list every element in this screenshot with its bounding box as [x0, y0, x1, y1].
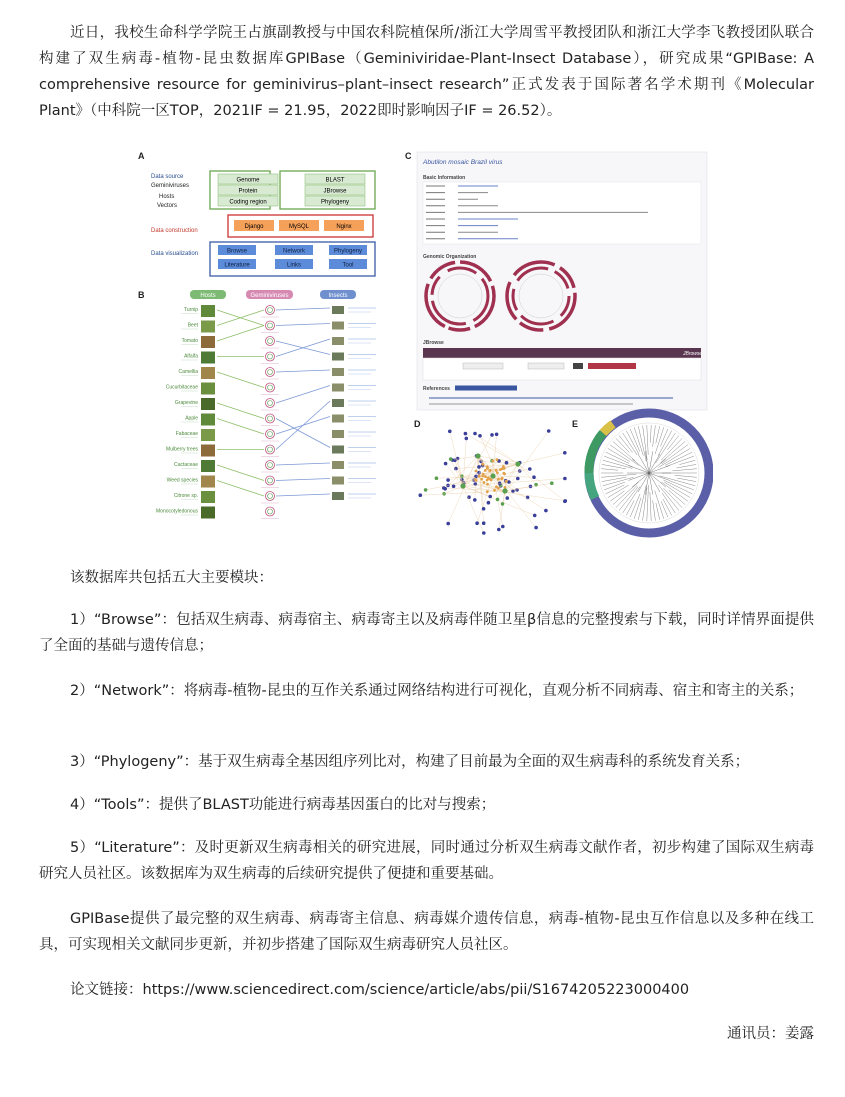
b-host-name: Cucurbitaceae	[165, 384, 198, 391]
b-row	[166, 445, 376, 457]
d-node-core	[492, 460, 495, 463]
d-node	[516, 477, 520, 481]
a-box-django: Django	[244, 223, 264, 230]
b-host-photo	[201, 305, 215, 317]
b-virus-icon	[266, 461, 275, 470]
d-node	[547, 429, 551, 433]
d-node-core	[475, 470, 478, 473]
a-datasource-right-boxes	[305, 174, 365, 206]
b-virus-icon	[266, 430, 275, 439]
b-host-name: Camellia	[178, 369, 198, 375]
d-hub	[502, 488, 507, 493]
a-visualization-boxes	[218, 245, 367, 269]
a-label-hosts: Hosts	[159, 194, 175, 200]
panel-a-label: A	[138, 151, 145, 161]
b-virus-icon	[266, 414, 275, 423]
d-node	[505, 461, 509, 465]
a-box-protein: Protein	[238, 188, 258, 195]
d-network-graph	[419, 429, 568, 535]
d-node-core	[486, 479, 489, 482]
d-node	[465, 437, 469, 441]
d-node-core	[489, 469, 492, 472]
b-host-name: Cactaceae	[174, 462, 198, 468]
b-insect-photo	[332, 384, 344, 392]
modules-intro: 该数据库共包括五大主要模块：	[70, 570, 273, 586]
b-host-photo	[201, 383, 215, 395]
c-jbrowse-locus	[528, 363, 564, 369]
b-host-photo	[201, 352, 215, 364]
b-insect-photo	[332, 306, 344, 314]
b-row	[181, 352, 376, 364]
b-host-photo	[201, 476, 215, 488]
a-box-mysql: MySQL	[288, 223, 310, 230]
panel-e-label: E	[572, 419, 579, 429]
a-datasource-left-boxes	[218, 174, 278, 206]
b-host-link	[217, 465, 264, 481]
b-insect-photo	[332, 399, 344, 407]
b-host-photo	[201, 429, 215, 441]
b-virus-icon	[266, 306, 275, 315]
a-box-phylogeny: Phylogeny	[320, 199, 350, 206]
b-virus-icon	[266, 383, 275, 392]
d-node	[496, 498, 500, 502]
b-host-photo	[201, 507, 215, 519]
b-virus-icon	[266, 507, 275, 516]
b-insect-link	[276, 386, 330, 404]
b-host-link	[217, 481, 264, 497]
b-host-photo	[201, 491, 215, 503]
b-insect-photo	[332, 492, 344, 500]
d-hub	[475, 453, 480, 458]
d-node-core	[474, 478, 477, 481]
module-tools: 4）“Tools”：提供了BLAST功能进行病毒基因蛋白的比对与搜索；	[70, 797, 496, 813]
d-node	[544, 509, 548, 513]
d-hub	[460, 483, 465, 488]
d-node-core	[501, 467, 504, 470]
d-node	[532, 475, 536, 479]
d-edge	[448, 456, 478, 524]
d-node	[424, 488, 428, 492]
a-label-geminiviruses: Geminiviruses	[151, 183, 190, 189]
c-section-basic: Basic Information	[423, 175, 466, 181]
d-node	[444, 462, 448, 466]
d-node-core	[496, 458, 499, 461]
d-edge	[420, 491, 505, 495]
b-insect-photo	[332, 337, 344, 345]
a-box-links: Links	[286, 262, 302, 269]
d-node-core	[501, 477, 504, 480]
d-node	[446, 522, 450, 526]
b-header-insects: Insects	[328, 293, 348, 299]
d-node	[533, 514, 537, 518]
a-box-literature: Literature	[224, 262, 250, 269]
b-insect-photo	[332, 415, 344, 423]
a-construction-boxes	[234, 220, 364, 231]
b-virus-icon	[266, 492, 275, 501]
b-host-link	[217, 419, 264, 435]
d-node-core	[483, 481, 486, 484]
d-node-core	[486, 483, 489, 486]
b-row	[181, 321, 376, 333]
b-insect-link	[276, 419, 330, 448]
c-jbrowse-brand: JBrowse	[683, 351, 703, 357]
d-node-core	[497, 487, 500, 490]
d-node	[475, 521, 479, 525]
d-node	[490, 433, 494, 437]
b-row	[156, 507, 279, 519]
d-node-core	[486, 490, 489, 493]
b-insect-link	[276, 494, 330, 496]
b-host-link	[217, 326, 264, 342]
b-host-name: Grapevine	[174, 400, 198, 406]
b-insect-photo	[332, 461, 344, 469]
b-insect-link	[276, 401, 330, 450]
a-label-visualization: Data visualization	[151, 251, 199, 257]
panel-b-label: B	[138, 290, 145, 300]
b-row	[181, 305, 376, 317]
d-edge	[518, 453, 565, 464]
c-ref-button	[455, 386, 517, 391]
d-node	[488, 495, 492, 499]
paper-link[interactable]: 论文链接：https://www.sciencedirect.com/science/article/abs/pii/S1674205223000400	[70, 982, 690, 998]
d-edge	[463, 486, 565, 501]
d-node	[467, 495, 471, 499]
b-host-name: Citrone sp.	[173, 493, 198, 499]
b-host-photo	[201, 321, 215, 333]
d-edge	[458, 459, 463, 487]
d-node	[482, 531, 486, 535]
c-jbrowse-bar	[423, 348, 701, 358]
b-row	[174, 460, 376, 472]
d-node	[563, 451, 567, 455]
d-node-core	[495, 469, 498, 472]
a-label-datasource: Data source	[151, 174, 184, 180]
c-section-jbrowse: JBrowse	[423, 340, 444, 346]
d-hub	[515, 461, 520, 466]
c-title: Abutilon mosaic Brazil virus	[423, 159, 503, 166]
module-phylogeny: 3）“Phylogeny”：基于双生病毒全基因组序列比对，构建了目前最为全面的双生病毒科的系统发育关系；	[70, 754, 750, 770]
a-box-phylogeny-vis: Phylogeny	[333, 248, 363, 255]
a-box-network: Network	[282, 248, 306, 255]
b-host-name: Monocotyledonous	[156, 508, 198, 515]
intro-paragraph: 近日，我校生命科学学院王占旗副教授与中国农科院植保所/浙江大学周雪平教授团队和浙江大学李飞教授团队联合构建了双生病毒-植物-昆虫数据库GPIBase（Geminiviridae-Plant-Insect Database），研究成果“GPIBase: A comprehensive resource for geminivirus–plant–insect research”正式发表于国际著名学术期刊《Molecular Plant》（中科院一区TOP，2021IF = 21.95，2022即时影响因子IF = 26.52）。	[39, 25, 814, 119]
b-virus-icon	[266, 476, 275, 485]
b-insect-link	[276, 463, 330, 465]
b-virus-icon	[266, 445, 275, 454]
b-host-photo	[201, 445, 215, 457]
d-node	[564, 499, 568, 503]
b-host-link	[217, 403, 264, 419]
d-node-core	[505, 480, 508, 483]
b-virus-icon	[266, 368, 275, 377]
b-virus-icon	[266, 399, 275, 408]
d-node-core	[481, 463, 484, 466]
b-host-name: Fabaceae	[175, 431, 198, 437]
d-node-core	[480, 478, 483, 481]
b-host-photo	[201, 460, 215, 472]
b-row	[179, 367, 376, 379]
d-node	[464, 432, 468, 436]
d-node	[534, 526, 538, 530]
d-hub	[490, 473, 495, 478]
d-node	[482, 521, 486, 525]
panel-d-label: D	[414, 419, 421, 429]
b-row	[175, 398, 376, 410]
a-box-tool: Tool	[342, 262, 354, 269]
b-header-geminiviruses: Geminiviruses	[250, 293, 289, 299]
d-node	[477, 465, 481, 469]
d-node	[435, 476, 439, 480]
b-row	[174, 491, 376, 503]
reporter-credit: 通讯员：姜露	[727, 1026, 814, 1042]
d-node	[563, 477, 567, 481]
c-info-table	[423, 182, 701, 244]
module-network: 2）“Network”：将病毒-植物-昆虫的互作关系通过网络结构进行可视化，直观分析不同病毒、宿主和寄主的关系；	[70, 683, 804, 699]
b-insect-link	[276, 308, 330, 310]
b-insect-link	[276, 370, 330, 372]
b-insect-photo	[332, 322, 344, 330]
d-node	[482, 507, 486, 511]
c-jbrowse-button	[588, 363, 636, 369]
a-box-genome: Genome	[236, 177, 260, 184]
d-node-core	[496, 471, 499, 474]
summary-paragraph: GPIBase提供了最完整的双生病毒、病毒寄主信息、病毒媒介遗传信息，病毒-植物-昆虫互作信息以及多种在线工具，可实现相关文献同步更新，并初步搭建了国际双生病毒研究人员社区。	[39, 911, 814, 953]
panel-c-label: C	[405, 151, 412, 161]
d-node-core	[488, 477, 491, 480]
b-host-photo	[201, 414, 215, 426]
d-node	[473, 432, 477, 436]
b-host-name: Weed species	[166, 477, 198, 484]
d-node	[487, 501, 491, 505]
d-node-core	[502, 472, 505, 475]
d-node	[495, 433, 499, 437]
d-node	[452, 485, 456, 489]
a-label-vectors: Vectors	[157, 203, 178, 209]
d-node-core	[493, 489, 496, 492]
d-node-core	[481, 475, 484, 478]
c-jbrowse-select	[463, 363, 503, 369]
b-row	[167, 476, 376, 488]
a-box-browse: Browse	[226, 248, 248, 255]
d-node-core	[497, 478, 500, 481]
figure-svg	[133, 146, 713, 544]
b-host-photo	[201, 367, 215, 379]
d-edge	[463, 479, 565, 487]
a-label-construction: Data construction	[151, 228, 198, 234]
d-node	[449, 457, 453, 461]
b-host-name: Mulberry trees	[166, 446, 198, 453]
b-host-link	[217, 372, 264, 388]
c-jbrowse-go	[573, 363, 583, 369]
module-literature: 5）“Literature”：及时更新双生病毒相关的研究进展，同时通过分析双生病毒文献作者，初步构建了国际双生病毒研究人员社区。该数据库为双生病毒的后续研究提供了便捷和重要基础。	[39, 840, 814, 882]
d-edge	[505, 431, 549, 491]
module-browse: 1）“Browse”：包括双生病毒、病毒宿主、病毒寄主以及病毒伴随卫星β信息的完整搜索与下载，同时详情界面提供了全面的基础与遗传信息；	[39, 612, 814, 654]
d-node	[478, 434, 482, 438]
b-host-name: Tomato	[181, 338, 198, 344]
b-host-name: Beet	[187, 322, 198, 329]
e-phylogeny-tree	[589, 413, 709, 533]
d-node	[501, 502, 505, 506]
b-insect-link	[276, 324, 330, 326]
a-box-jbrowse: JBrowse	[323, 188, 347, 195]
d-node-core	[486, 467, 489, 470]
d-node	[497, 528, 501, 532]
b-host-photo	[201, 336, 215, 348]
d-node	[419, 493, 423, 497]
b-host-name: Alfalfa	[184, 353, 198, 360]
d-node	[443, 487, 447, 491]
c-section-references: References	[423, 386, 450, 392]
d-node-core	[504, 486, 507, 489]
d-node	[448, 430, 452, 434]
b-virus-icon	[266, 337, 275, 346]
d-node-core	[478, 475, 481, 478]
d-node	[506, 496, 510, 500]
d-edge	[463, 486, 484, 533]
b-insect-photo	[332, 477, 344, 485]
b-insect-photo	[332, 430, 344, 438]
b-host-name: Apple	[185, 415, 198, 422]
b-insect-link	[276, 479, 330, 481]
d-node	[446, 478, 450, 482]
d-node-core	[484, 469, 487, 472]
b-insect-photo	[332, 368, 344, 376]
d-node	[501, 525, 505, 529]
gpibase-figure	[133, 146, 713, 544]
a-box-blast: BLAST	[325, 177, 345, 184]
d-node	[550, 481, 554, 485]
b-row	[166, 383, 376, 395]
b-virus-icon	[266, 352, 275, 361]
b-host-name: Turnip	[184, 307, 198, 313]
c-section-genomic: Genomic Organization	[423, 254, 477, 260]
b-insect-photo	[332, 353, 344, 361]
b-header-hosts: Hosts	[200, 293, 216, 299]
b-insect-link	[276, 339, 330, 357]
d-node-core	[484, 475, 487, 478]
a-box-coding-region: Coding region	[229, 199, 267, 206]
b-network-rows	[156, 305, 376, 519]
a-box-nginx: Nginx	[336, 223, 352, 230]
b-insect-photo	[332, 446, 344, 454]
d-node	[473, 498, 477, 502]
b-virus-icon	[266, 321, 275, 330]
d-node	[528, 467, 532, 471]
b-host-photo	[201, 398, 215, 410]
d-edge	[518, 464, 565, 501]
b-row	[176, 429, 376, 441]
